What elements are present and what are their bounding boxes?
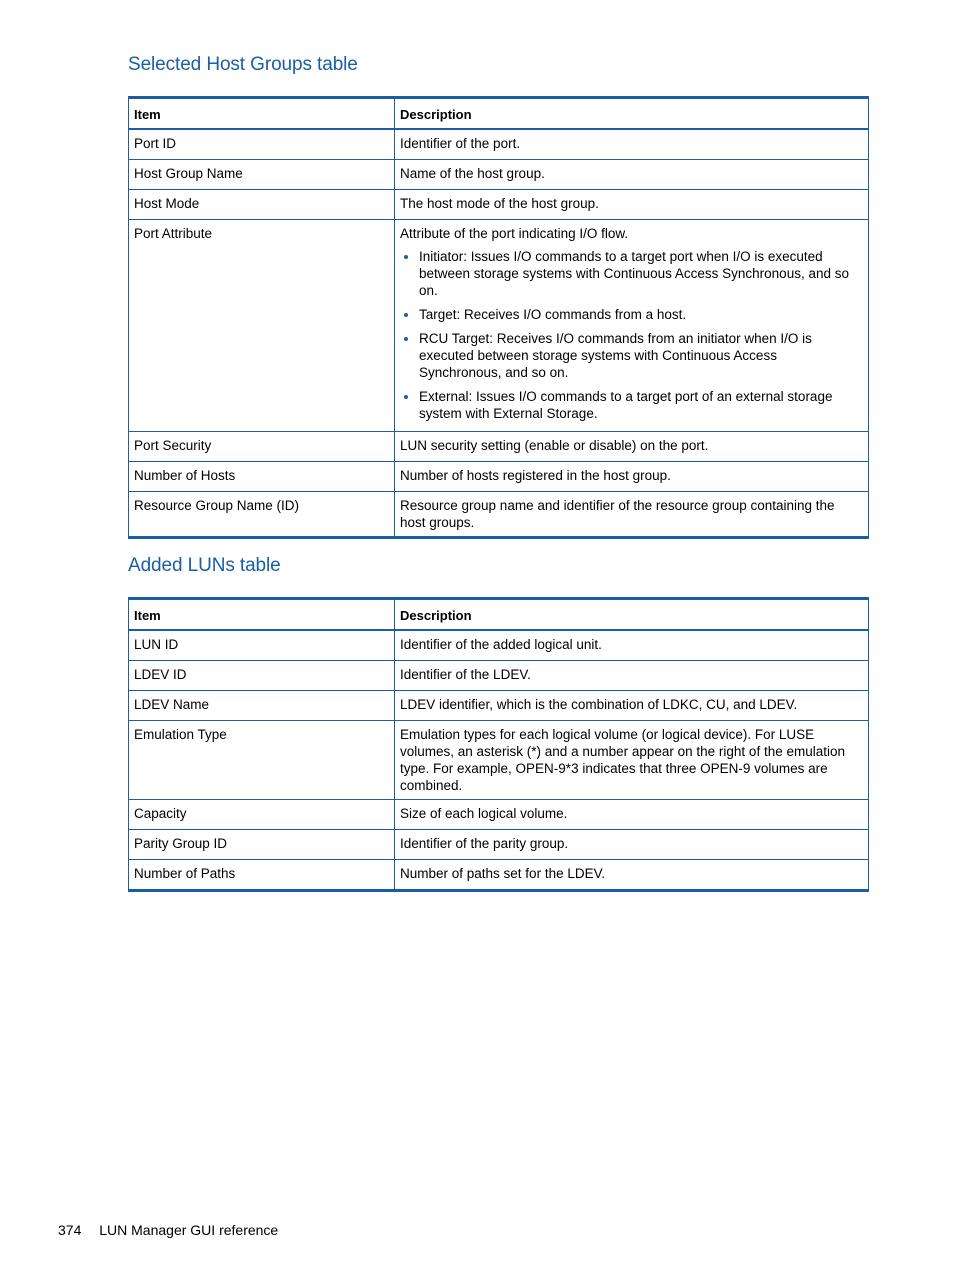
column-header-item: Item xyxy=(129,599,395,631)
port-attribute-list xyxy=(400,248,863,422)
row-description: Number of hosts registered in the host group. xyxy=(395,462,869,492)
row-item: LDEV ID xyxy=(129,661,395,691)
table-row xyxy=(129,129,869,160)
page-footer xyxy=(58,1222,278,1238)
row-item: Resource Group Name (ID) xyxy=(129,492,395,538)
row-item: Port ID xyxy=(129,129,395,160)
table-row xyxy=(129,691,869,721)
row-item: Number of Paths xyxy=(129,860,395,891)
page-number: 374 xyxy=(58,1222,82,1238)
table-row xyxy=(129,830,869,860)
row-description: Identifier of the LDEV. xyxy=(395,661,869,691)
table-header-row xyxy=(129,599,869,631)
row-description: Identifier of the port. xyxy=(395,129,869,160)
row-description: Emulation types for each logical volume (or logical device). For LUSE volumes, an asterisk (*) and a number appear on the right of the emulation type. For example, OPEN-9*3 indicates that three OPEN-9 volumes are combined. xyxy=(395,721,869,800)
row-item: LUN ID xyxy=(129,630,395,661)
row-item: Port Security xyxy=(129,432,395,462)
row-item: Port Attribute xyxy=(129,220,395,432)
row-item: Host Group Name xyxy=(129,160,395,190)
list-item: • RCU Target: Receives I/O commands from an initiator when I/O is executed between storage systems with Continuous Access Synchronous, and so on. xyxy=(419,330,863,381)
table-row xyxy=(129,220,869,432)
table-row xyxy=(129,800,869,830)
table-header-row xyxy=(129,98,869,130)
row-description-cell xyxy=(395,220,869,432)
row-description: Size of each logical volume. xyxy=(395,800,869,830)
table-row xyxy=(129,160,869,190)
row-description: LDEV identifier, which is the combination of LDKC, CU, and LDEV. xyxy=(395,691,869,721)
table-row xyxy=(129,630,869,661)
host-groups-section-title: Selected Host Groups table xyxy=(128,54,358,75)
row-item: Host Mode xyxy=(129,190,395,220)
row-description: Identifier of the added logical unit. xyxy=(395,630,869,661)
row-item: Emulation Type xyxy=(129,721,395,800)
row-description: LUN security setting (enable or disable) on the port. xyxy=(395,432,869,462)
list-item: • Initiator: Issues I/O commands to a target port when I/O is executed between storage systems with Continuous Access Synchronous, and so on. xyxy=(419,248,863,299)
row-item: Number of Hosts xyxy=(129,462,395,492)
table-row xyxy=(129,721,869,800)
table-row xyxy=(129,462,869,492)
table-row xyxy=(129,432,869,462)
column-header-description: Description xyxy=(395,599,869,631)
column-header-description: Description xyxy=(395,98,869,130)
row-description: The host mode of the host group. xyxy=(395,190,869,220)
footer-chapter-title: LUN Manager GUI reference xyxy=(99,1222,279,1238)
list-item: • External: Issues I/O commands to a target port of an external storage system with External Storage. xyxy=(419,388,863,422)
table-row xyxy=(129,860,869,891)
table-row xyxy=(129,492,869,538)
row-item: Capacity xyxy=(129,800,395,830)
row-description: Name of the host group. xyxy=(395,160,869,190)
added-luns-table xyxy=(128,597,869,892)
host-groups-table xyxy=(128,96,869,539)
column-header-item: Item xyxy=(129,98,395,130)
row-description: Attribute of the port indicating I/O flow. xyxy=(400,226,629,241)
table-row xyxy=(129,661,869,691)
row-item: LDEV Name xyxy=(129,691,395,721)
table-row xyxy=(129,190,869,220)
list-item: • Target: Receives I/O commands from a host. xyxy=(419,306,863,323)
row-description: Identifier of the parity group. xyxy=(395,830,869,860)
row-item: Parity Group ID xyxy=(129,830,395,860)
added-luns-section-title: Added LUNs table xyxy=(128,555,281,576)
row-description: Number of paths set for the LDEV. xyxy=(395,860,869,891)
row-description: Resource group name and identifier of the resource group containing the host groups. xyxy=(395,492,869,538)
